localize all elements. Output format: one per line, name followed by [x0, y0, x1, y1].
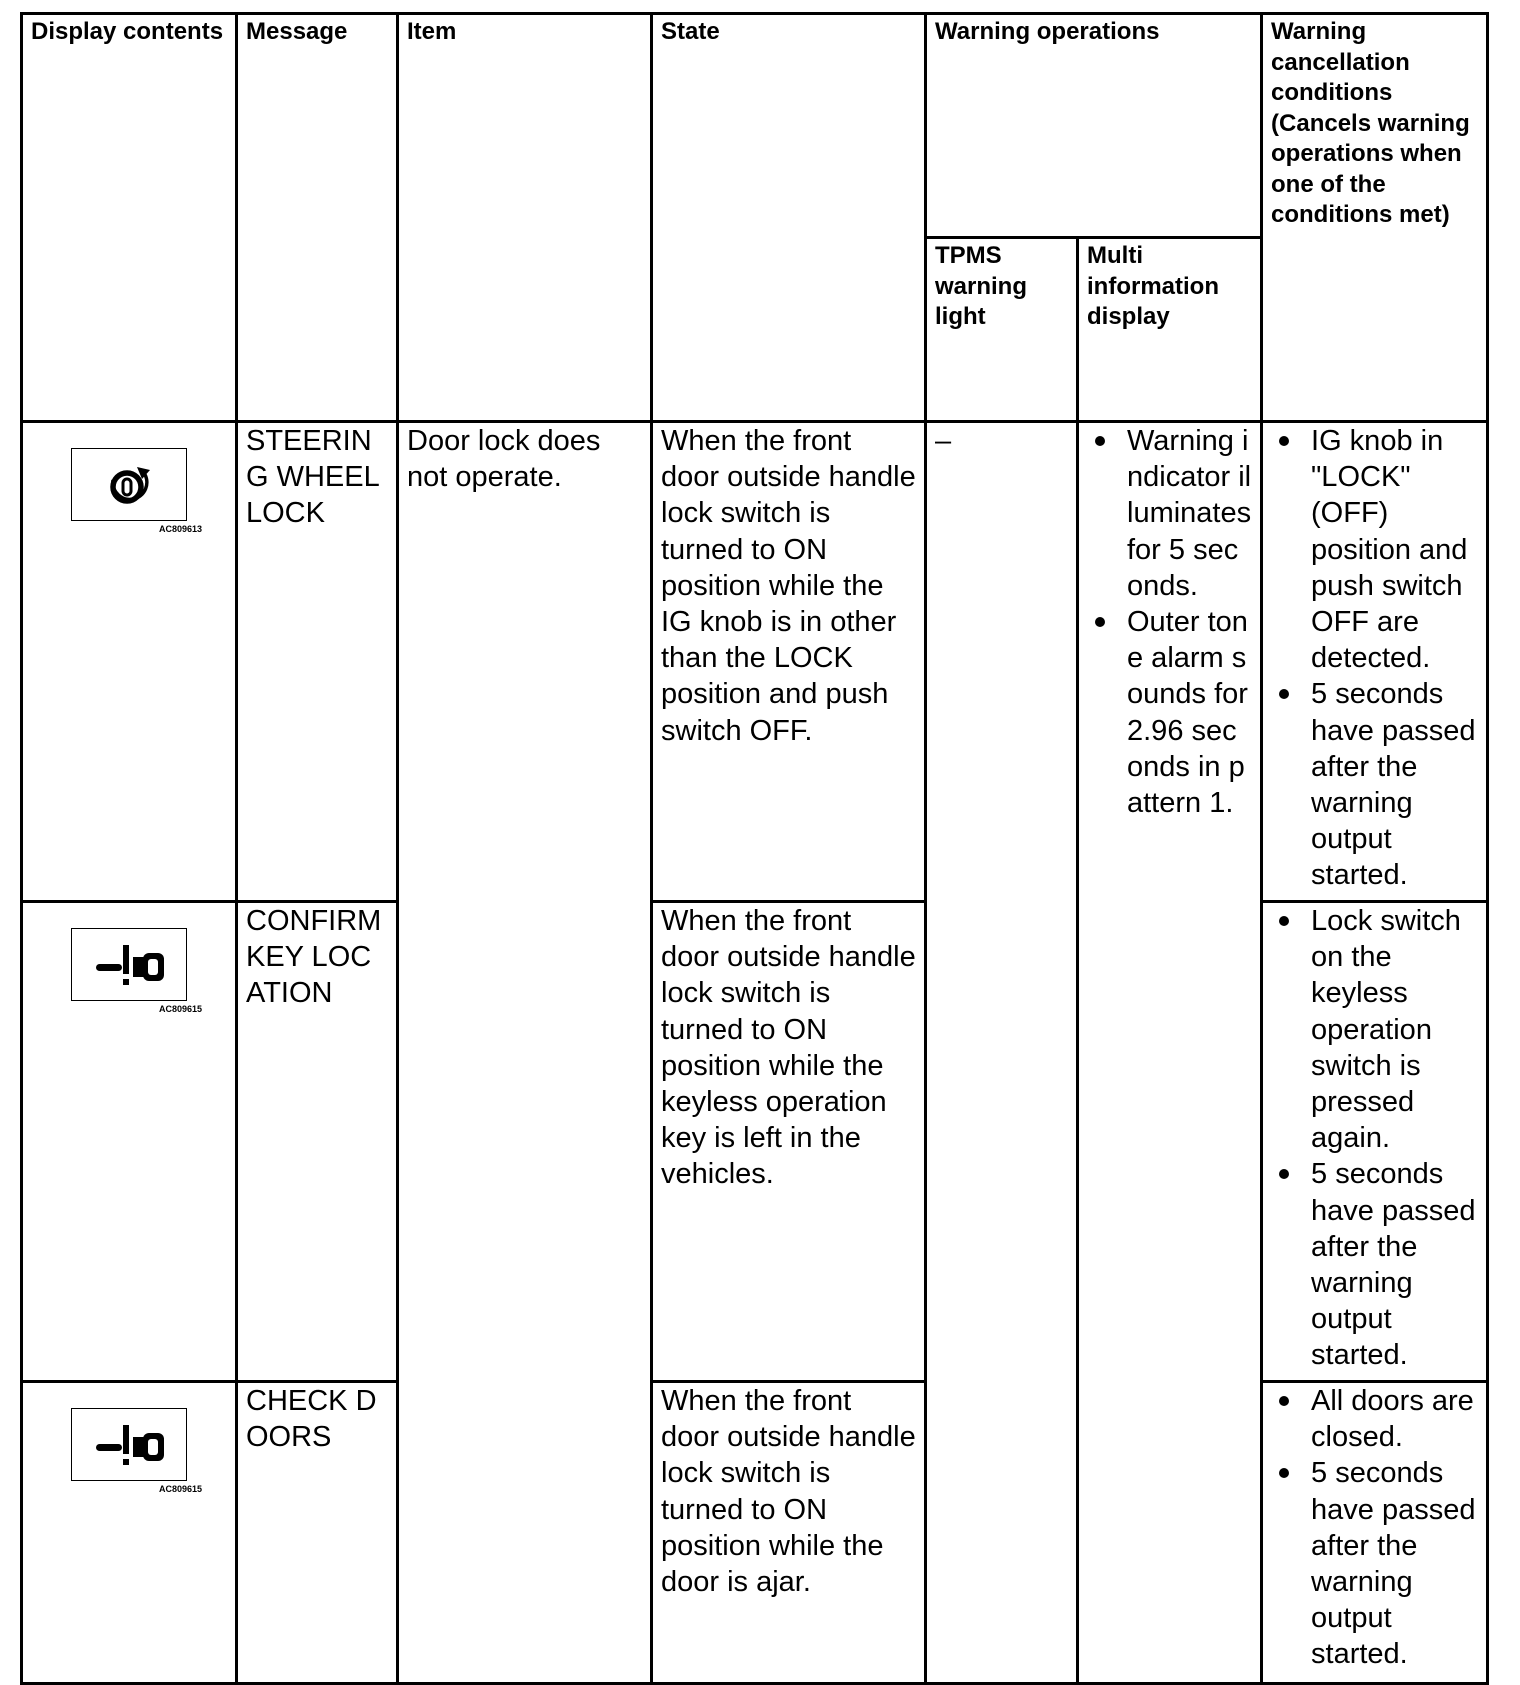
- key-warning-icon: [71, 928, 187, 1001]
- message-cell: CHECK DOORS: [237, 1382, 398, 1684]
- header-message: Message: [237, 14, 398, 422]
- multi-information-display-list: [1087, 423, 1252, 821]
- state-cell: When the front door outside handle lock switch is turned to ON position while the door is ajar.: [652, 1382, 926, 1684]
- cancellation-cell: [1262, 902, 1488, 1382]
- cancellation-cell: [1262, 1382, 1488, 1684]
- figure-id: AC809615: [159, 1004, 203, 1014]
- message-cell: STEERING WHEEL LOCK: [237, 422, 398, 902]
- list-item: Lock switch on the keyless operation switch is pressed again.: [1271, 903, 1478, 1156]
- figure-id: AC809613: [159, 524, 203, 534]
- cancellation-list: [1271, 423, 1478, 894]
- header-warning-operations: Warning operations: [926, 14, 1262, 238]
- table-row: [22, 902, 1488, 1382]
- table-row: [22, 1382, 1488, 1684]
- display-contents-cell: [22, 902, 237, 1382]
- table-row: [22, 422, 1488, 902]
- list-item: All doors are closed.: [1271, 1383, 1478, 1455]
- header-multi-information-display: Multi information display: [1078, 238, 1262, 422]
- state-cell: When the front door outside handle lock switch is turned to ON position while the keyless operation key is left in the vehicles.: [652, 902, 926, 1382]
- tpms-value: –: [935, 425, 952, 457]
- list-item: 5 seconds have passed after the warning output started.: [1271, 1156, 1478, 1373]
- item-cell: Door lock does not operate.: [398, 422, 652, 1684]
- state-cell: When the front door outside handle lock switch is turned to ON position while the IG knob is in other than the LOCK position and push switch OFF.: [652, 422, 926, 902]
- display-contents-cell: [22, 422, 237, 902]
- list-item: IG knob in "LOCK" (OFF) position and push switch OFF are detected.: [1271, 423, 1478, 676]
- cancellation-cell: [1262, 422, 1488, 902]
- cancellation-list: [1271, 1383, 1478, 1673]
- figure-id: AC809615: [159, 1484, 203, 1494]
- list-item: Outer tone alarm sounds for 2.96 seconds in pattern 1.: [1087, 604, 1252, 821]
- header-state: State: [652, 14, 926, 422]
- key-warning-icon: [71, 1408, 187, 1481]
- message-cell: CONFIRM KEY LOCATION: [237, 902, 398, 1382]
- tpms-warning-light-cell: [926, 422, 1078, 1684]
- header-item: Item: [398, 14, 652, 422]
- display-contents-cell: [22, 1382, 237, 1684]
- list-item: 5 seconds have passed after the warning output started.: [1271, 676, 1478, 893]
- header-display-contents: Display contents: [22, 14, 237, 422]
- multi-information-display-cell: [1078, 422, 1262, 1684]
- list-item: 5 seconds have passed after the warning output started.: [1271, 1455, 1478, 1672]
- cancellation-list: [1271, 903, 1478, 1374]
- steering-lock-icon: [71, 448, 187, 521]
- list-item: Warning indicator illuminates for 5 seconds.: [1087, 423, 1252, 604]
- header-row: [22, 14, 1488, 238]
- warning-spec-table: [20, 12, 1489, 1685]
- header-warning-cancellation: Warning cancellation conditions (Cancels warning operations when one of the conditions met): [1262, 14, 1488, 422]
- header-tpms-warning-light: TPMS warning light: [926, 238, 1078, 422]
